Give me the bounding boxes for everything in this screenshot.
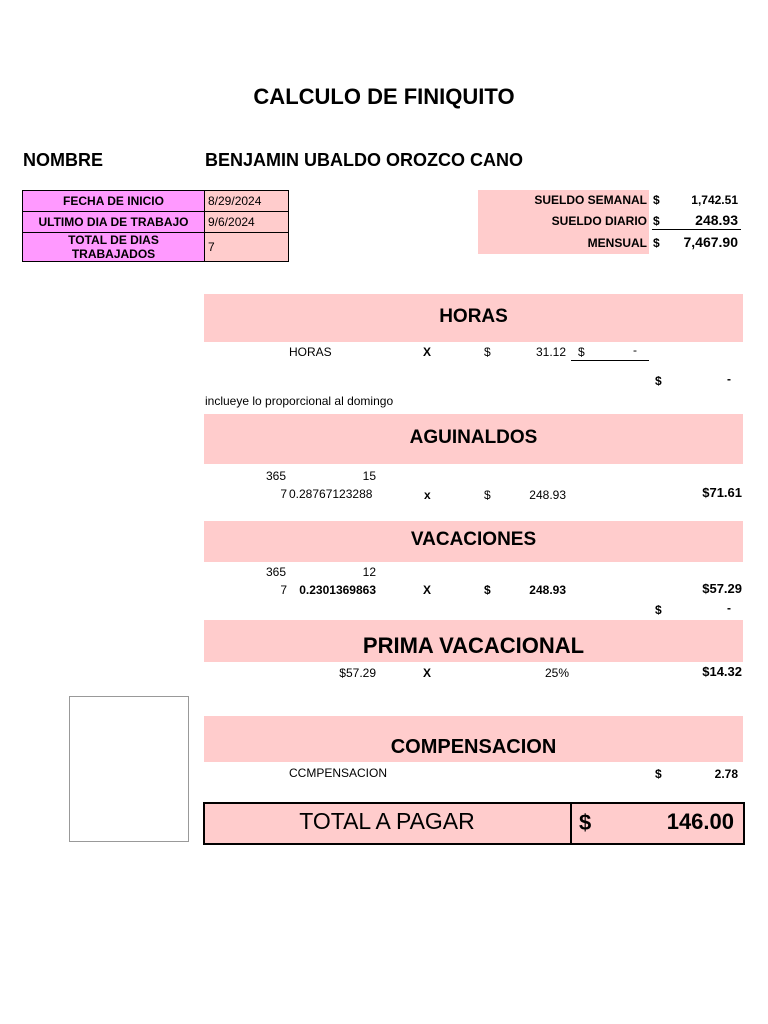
horas-rate: 31.12 — [535, 345, 566, 359]
sueldo-semanal-value: 1,742.51 — [691, 193, 738, 207]
sueldo-diario-underline — [652, 229, 741, 230]
aguinaldos-currency: $ — [484, 488, 491, 502]
vacaciones-daily: 248.93 — [529, 583, 566, 597]
horas-currency: $ — [484, 345, 491, 359]
compensacion-row-label: CCMPENSACION — [289, 766, 388, 780]
aguinaldos-factor: 0.28767123288 — [289, 487, 373, 501]
aguinaldos-days-year: 365 — [266, 469, 287, 483]
info-label: TOTAL DE DIAS TRABAJADOS — [23, 233, 205, 262]
info-table — [22, 190, 289, 262]
vacaciones-currency: $ — [484, 583, 491, 597]
vacaciones-extra-currency: $ — [655, 603, 662, 617]
horas-op: X — [423, 345, 432, 359]
photo-frame — [69, 696, 189, 842]
sueldo-diario-currency: $ — [653, 214, 660, 228]
prima-op: X — [423, 666, 432, 680]
sueldo-diario-value: 248.93 — [695, 212, 738, 228]
prima-heading: PRIMA VACACIONAL — [362, 633, 585, 658]
sueldo-semanal-currency: $ — [653, 193, 660, 207]
horas-sub-currency: $ — [578, 345, 585, 359]
compensacion-value: 2.78 — [714, 767, 738, 781]
info-value[interactable]: 8/29/2024 — [205, 191, 289, 212]
aguinaldos-daily: 248.93 — [529, 488, 566, 502]
total-currency: $ — [579, 810, 592, 835]
total-label: TOTAL A PAGAR — [299, 808, 475, 834]
horas-row-label: HORAS — [289, 345, 332, 359]
nombre-value: BENJAMIN UBALDO OROZCO CANO — [205, 150, 523, 170]
aguinaldos-total: $71.61 — [702, 485, 742, 500]
sueldo-semanal-label: SUELDO SEMANAL — [534, 193, 647, 207]
vacaciones-total: $57.29 — [702, 581, 742, 596]
horas-total-currency: $ — [655, 374, 662, 388]
mensual-currency: $ — [653, 236, 660, 250]
vacaciones-heading: VACACIONES — [410, 529, 537, 550]
info-row-total-dias — [23, 233, 289, 262]
vacaciones-extra-value: - — [727, 601, 731, 615]
vacaciones-days-benefit: 12 — [362, 565, 376, 579]
aguinaldos-days-benefit: 15 — [362, 469, 376, 483]
horas-sub-value: - — [633, 343, 637, 357]
horas-note: inclueye lo proporcional al domingo — [205, 394, 394, 408]
vacaciones-op: X — [423, 583, 432, 597]
mensual-value: 7,467.90 — [683, 234, 738, 250]
aguinaldos-heading: AGUINALDOS — [409, 427, 538, 448]
info-label: ULTIMO DIA DE TRABAJO — [23, 212, 205, 233]
info-row-fecha-inicio — [23, 191, 289, 212]
vacaciones-days-worked: 7 — [280, 583, 287, 597]
sueldo-diario-label: SUELDO DIARIO — [551, 214, 647, 228]
total-value: 146.00 — [666, 809, 734, 834]
total-divider — [570, 802, 572, 845]
aguinaldos-days-worked: 7 — [280, 487, 287, 501]
info-value[interactable]: 9/6/2024 — [205, 212, 289, 233]
compensacion-currency: $ — [655, 767, 662, 781]
horas-sub-underline — [571, 360, 649, 361]
horas-total-value: - — [727, 372, 731, 386]
nombre-label: NOMBRE — [23, 150, 103, 170]
info-row-ultimo-dia — [23, 212, 289, 233]
mensual-label: MENSUAL — [587, 236, 647, 250]
info-label: FECHA DE INICIO — [23, 191, 205, 212]
prima-percent: 25% — [544, 666, 569, 680]
info-value[interactable]: 7 — [205, 233, 289, 262]
prima-base: $57.29 — [339, 666, 376, 680]
horas-heading: HORAS — [439, 306, 508, 327]
vacaciones-factor: 0.2301369863 — [299, 583, 376, 597]
page-title: CALCULO DE FINIQUITO — [253, 84, 515, 109]
vacaciones-days-year: 365 — [266, 565, 287, 579]
aguinaldos-op: x — [424, 488, 431, 502]
compensacion-heading: COMPENSACION — [390, 736, 557, 758]
prima-total: $14.32 — [702, 664, 742, 679]
